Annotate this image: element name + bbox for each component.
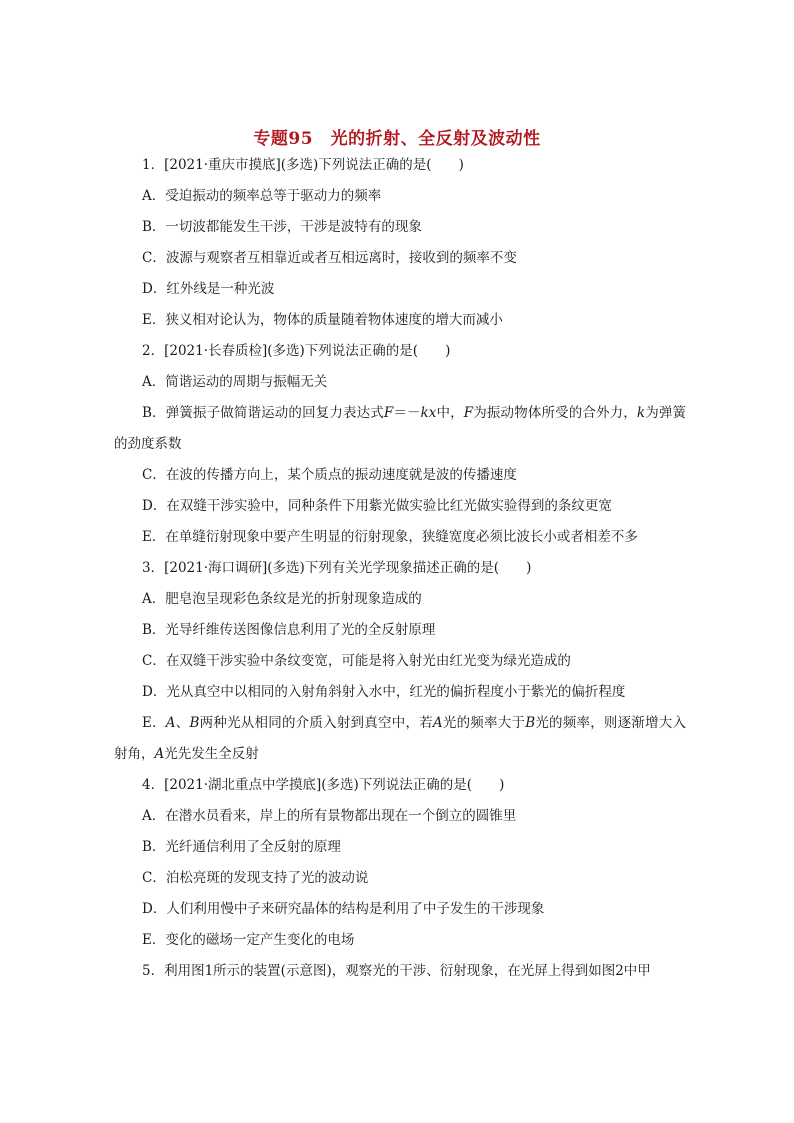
question-2-option-a: A．简谐运动的周期与振幅无关	[142, 374, 328, 390]
question-4-stem: 4．[2021·湖北重点中学摸底](多选)下列说法正确的是( )	[142, 777, 505, 793]
q2b-pre: B．弹簧振子做简谐运动的回复力表达式	[142, 405, 384, 421]
question-1-option-e: E．狭义相对论认为，物体的质量随着物体速度的增大而减小	[142, 312, 503, 328]
question-3-option-a: A．肥皂泡呈现彩色条纹是光的折射现象造成的	[142, 591, 422, 607]
question-3-option-e	[114, 708, 686, 770]
question-1-option-c: C．波源与观察者互相靠近或者互相远离时，接收到的频率不变	[142, 250, 517, 266]
question-1-option-d: D．红外线是一种光波	[142, 281, 275, 297]
q3e-a2: A	[432, 715, 443, 731]
q2b-k: k	[636, 405, 646, 421]
q2b-f2: F	[463, 405, 474, 421]
q2b-eq: ＝－	[393, 405, 421, 421]
q3e-b1: B	[189, 715, 200, 731]
question-2-stem: 2．[2021·长春质检](多选)下列说法正确的是( )	[142, 343, 451, 359]
question-2-option-c: C．在波的传播方向上，某个质点的振动速度就是波的传播速度	[142, 467, 517, 483]
q2b-mid2: 为振动物体所受的合外力，	[473, 405, 637, 421]
q2b-mid: 中，	[436, 405, 464, 421]
q3e-mid1: 两种光从相同的介质入射到真空中，若	[199, 715, 433, 731]
q3e-mid3: 光的频率，则逐渐增大入射角，	[114, 715, 687, 762]
question-3-stem: 3．[2021·海口调研](多选)下列有关光学现象描述正确的是( )	[142, 560, 532, 576]
question-4-option-a: A．在潜水员看来，岸上的所有景物都出现在一个倒立的圆锥里	[142, 808, 517, 824]
question-3-option-d: D．光从真空中以相同的入射角斜射入水中，红光的偏折程度小于紫光的偏折程度	[142, 684, 626, 700]
q2b-post: 为弹簧的劲度系数	[114, 405, 687, 452]
question-1-stem: 1．[2021·重庆市摸底](多选)下列说法正确的是( )	[142, 157, 464, 173]
q2b-kx: kx	[420, 405, 437, 421]
question-2-option-b	[114, 398, 686, 460]
question-2-option-e: E．在单缝衍射现象中要产生明显的衍射现象，狭缝宽度必须比波长小或者相差不多	[142, 529, 638, 545]
q3e-a3: A	[154, 746, 165, 762]
question-4-option-b: B．光纤通信利用了全反射的原理	[142, 839, 341, 855]
question-2-option-d: D．在双缝干涉实验中，同种条件下用紫光做实验比红光做实验得到的条纹更宽	[142, 498, 612, 514]
question-4-option-c: C．泊松亮斑的发现支持了光的波动说	[142, 870, 369, 886]
question-4-option-d: D．人们利用慢中子来研究晶体的结构是利用了中子发生的干涉现象	[142, 901, 545, 917]
question-4-option-e: E．变化的磁场一定产生变化的电场	[142, 932, 355, 948]
q3e-b2: B	[525, 715, 536, 731]
q2b-f1: F	[383, 405, 394, 421]
q3e-sep: 、	[175, 715, 190, 731]
q3e-pre: E．	[142, 715, 166, 731]
q3e-post: 光先发生全反射	[164, 746, 259, 762]
question-3-option-c: C．在双缝干涉实验中条纹变宽，可能是将入射光由红光变为绿光造成的	[142, 653, 571, 669]
q3e-mid2: 光的频率大于	[442, 715, 526, 731]
question-3-option-b: B．光导纤维传送图像信息利用了光的全反射原理	[142, 622, 436, 638]
question-5-stem: 5．利用图1所示的装置(示意图)，观察光的干涉、衍射现象，在光屏上得到如图2中甲	[142, 963, 651, 979]
page-title: 专题95 光的折射、全反射及波动性	[253, 129, 541, 149]
question-1-option-b: B．一切波都能发生干涉，干涉是波特有的现象	[142, 219, 422, 235]
question-list	[114, 150, 686, 987]
question-1-option-a: A．受迫振动的频率总等于驱动力的频率	[142, 188, 382, 204]
q3e-a1: A	[165, 715, 176, 731]
